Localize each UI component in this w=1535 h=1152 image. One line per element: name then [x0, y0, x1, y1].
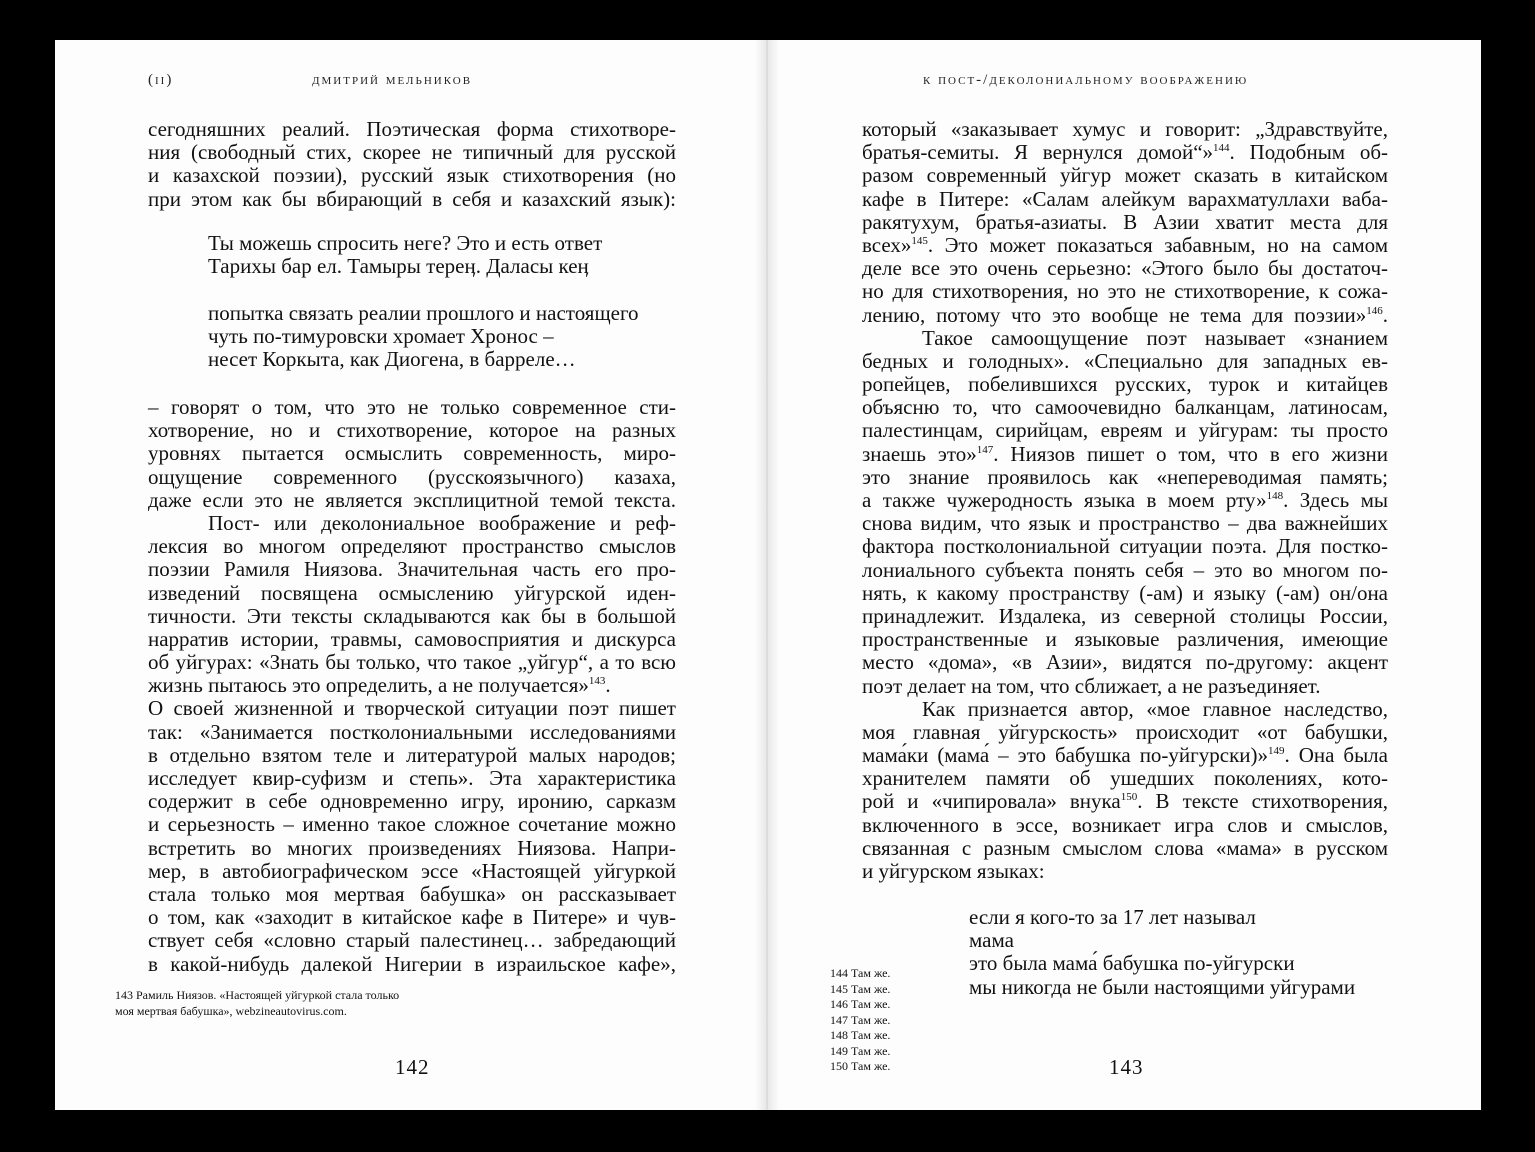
text-line: при этом как бы вбирающий в себя и казахский язык):: [148, 186, 676, 211]
text-line: жизнь пытаюсь это определить, а не получается»$^{143}$.: [148, 673, 611, 698]
page-number: 143: [1109, 1055, 1144, 1079]
text-line: содержит в себе одновременно игру, иронию, сарказм: [148, 789, 676, 814]
text-line: объясню то, что самоочевидно балканцам, латиносам,: [862, 395, 1388, 420]
verse-line: это была мама́ бабушка по-уйгурски: [969, 951, 1295, 976]
running-head-title: к пост-/деколониальному воображению: [923, 72, 1249, 88]
text-line: бедных и голодных». «Специально для западных ев-: [862, 348, 1388, 373]
footnote-ref[interactable]: 150: [1120, 791, 1138, 804]
footnote-line: 143 Рамиль Ниязов. «Настоящей уйгуркой стала только: [115, 988, 400, 1002]
text-line: хранителем памяти об ушедших поколениях, кото-: [862, 766, 1388, 791]
verse-line: Ты можешь спросить неге? Это и есть ответ: [208, 231, 603, 255]
text-line: а также чужеродность языка в моем рту»$^{148}$. Здесь мы: [862, 488, 1389, 512]
text-line: снова видим, что язык и пространство – два важнейших: [862, 511, 1388, 536]
left-paragraph-1: [148, 118, 676, 211]
right-paragraph-1: [862, 118, 1388, 883]
verse-line: попытка связать реалии прошлого и настоящего: [208, 301, 639, 325]
text-line: палестинцам, сирийцам, евреям и уйгурам: ты просто: [862, 418, 1388, 443]
footnote-line: 146 Там же.: [830, 997, 891, 1011]
footnote-ref[interactable]: 148: [1266, 490, 1284, 502]
text-line: поэзии Рамиля Ниязова. Значительная часть его про-: [148, 557, 676, 582]
verse-line: если я кого-то за 17 лет называл: [969, 905, 1256, 929]
text-line: разом современный уйгур может сказать в китайском: [862, 163, 1388, 188]
footnote-line: 148 Там же.: [830, 1028, 891, 1042]
text-line: – говорят о том, что это не только современное сти-: [148, 395, 676, 419]
text-line: включенного в эссе, возникает игра слов и смыслов,: [862, 812, 1388, 837]
text-line: братья-семиты. Я вернулся домой“»$^{144}$. Подобным об-: [862, 140, 1388, 165]
text-line: ния (свободный стих, скорее не типичный для русской: [148, 140, 676, 165]
footnote-ref[interactable]: 149: [1268, 745, 1285, 758]
text-line: Как признается автор, «мое главное наследство,: [922, 696, 1388, 721]
verse-stanza-3: [969, 906, 1355, 999]
text-line: место «дома», «в Азии», видятся по-другому: акцент: [862, 650, 1388, 675]
footnote-line: 149 Там же.: [830, 1043, 891, 1058]
book-spread: [55, 40, 1481, 1110]
footnotes-list: [830, 966, 890, 1075]
text-line: тичности. Эти тексты складываются как бы в большой: [148, 603, 676, 628]
text-line: стала только моя мертвая бабушка» он рассказывает: [148, 881, 676, 906]
text-line: и уйгурском языках:: [862, 859, 1045, 883]
footnote-line: 147 Там же.: [830, 1012, 891, 1027]
footnote-ref[interactable]: 147: [976, 443, 994, 456]
verse-line: мы никогда не были настоящими уйгурами: [969, 974, 1356, 999]
footnote-line: 150 Там же.: [830, 1059, 891, 1073]
text-line: и серьезность – именно такое сложное сочетание можно: [148, 812, 676, 837]
text-line: уровнях пытается осмыслить современность, миро-: [148, 441, 676, 466]
text-line: фактора постколониальной ситуации поэта. Для постко-: [862, 534, 1388, 559]
left-page: [55, 40, 767, 1110]
footnote-ref[interactable]: 143: [588, 675, 606, 688]
footnote-line: 144 Там же.: [830, 966, 891, 980]
verse-stanza-2: [208, 302, 639, 372]
text-line: поэт делает на том, что сближает, а не разъединяет.: [862, 673, 1321, 698]
text-line: нарратив истории, травмы, самовосприятия и дискурса: [148, 626, 676, 651]
footnote-143: [115, 988, 399, 1019]
text-line: деле все это очень серьезно: «Этого было бы достаточ-: [862, 256, 1388, 281]
text-line: лению, потому что это вообще не тема для поэзии»$^{146}$.: [862, 302, 1388, 327]
text-line: ствует себя «словно старый палестинец… забредающий: [148, 928, 676, 953]
text-line: принадлежит. Издалека, из северной столицы России,: [862, 603, 1388, 628]
text-line: лониального субъекта понять себя – это во многом по-: [862, 557, 1388, 582]
footnote-ref[interactable]: 145: [911, 234, 928, 247]
chapter-number: (ii): [148, 72, 174, 88]
verse-line: чуть по-тимуровски хромает Хронос –: [208, 324, 554, 349]
text-line: всех»$^{145}$. Это может показаться забавным, но на самом: [862, 232, 1388, 257]
text-line: нять, к какому пространству (-ам) и языку (-ам) он/она: [862, 580, 1388, 605]
text-line: связанная с разным смыслом слова «мама» в русском: [862, 835, 1388, 860]
text-line: О своей жизненной и творческой ситуации поэт пишет: [148, 696, 676, 721]
page-number: 142: [395, 1055, 430, 1079]
text-line: мама́ки (мама́ – это бабушка по-уйгурски)»$^{149}$. Она была: [862, 743, 1388, 768]
text-line: в отдельно взятом теле и литературой малых народов;: [148, 742, 676, 767]
text-line: рой и «чипировала» внука$^{150}$. В тексте стихотворения,: [862, 789, 1388, 814]
verse-stanza-1: [208, 232, 602, 278]
text-line: в какой-нибудь далекой Нигерии в израильское кафе»,: [148, 951, 676, 976]
text-line: ощущение современного (русскоязычного) казаха,: [148, 464, 676, 489]
text-line: ракятухум, братья-азиаты. В Азии хватит места для: [862, 209, 1388, 234]
text-line: о том, как «заходит в китайское кафе в Питере» и чув-: [148, 905, 676, 930]
left-paragraph-2: [148, 396, 676, 976]
text-line: исследует квир-суфизм и степь». Эта характеристика: [148, 766, 676, 790]
text-line: знаешь это»$^{147}$. Ниязов пишет о том, что в его жизни: [862, 441, 1388, 466]
text-line: лексия во многом определяют пространство смыслов: [148, 534, 676, 559]
footnote-ref[interactable]: 146: [1366, 304, 1383, 317]
right-page: [767, 40, 1481, 1110]
footnote-line: моя мертвая бабушка», webzineautovirus.com.: [115, 1003, 347, 1018]
text-line: ропейцев, побелившихся русских, турок и китайцев: [862, 372, 1388, 397]
verse-line: Тарихы бар ел. Тамыры тереӊ. Даласы кеӊ: [208, 254, 589, 279]
text-line: мер, в автобиографическом эссе «Настоящей уйгуркой: [148, 858, 676, 883]
text-line: так: «Занимается постколониальными исследованиями: [148, 719, 676, 744]
text-line: хотворение, но и стихотворение, которое на разных: [148, 418, 676, 443]
text-line: кафе в Питере: «Салам алейкум варахматуллахи ваба-: [862, 186, 1388, 211]
text-line: и казахской поэзии), русский язык стихотворения (но: [148, 163, 676, 188]
text-line: Такое самоощущение поэт называет «знанием: [922, 325, 1388, 350]
verse-line: мама: [969, 928, 1014, 953]
verse-line: несет Коркыта, как Диогена, в барреле…: [208, 347, 576, 372]
text-line: даже если это не является эксплицитной темой текста.: [148, 487, 676, 512]
text-line: сегодняшних реалий. Поэтическая форма стихотворе-: [148, 117, 676, 141]
text-line: но для стихотворения, но это не стихотворение, к сожа-: [862, 279, 1388, 304]
text-line: который «заказывает хумус и говорит: „Здравствуйте,: [862, 117, 1388, 141]
text-line: моя главная уйгурскость» происходит «от бабушки,: [862, 719, 1388, 744]
footnote-line: 145 Там же.: [830, 981, 891, 996]
running-head-author: дмитрий мельников: [312, 72, 473, 88]
footnote-ref[interactable]: 144: [1213, 142, 1230, 155]
text-line: встретить во многих произведениях Ниязова. Напри-: [148, 835, 676, 860]
text-line: Пост- или деколониальное воображение и реф-: [208, 510, 676, 535]
text-line: это знание проявилось как «непереводимая память;: [862, 464, 1388, 489]
text-line: пространственные и языковые различения, имеющие: [862, 627, 1388, 652]
text-line: об уйгурах: «Знать бы только, что такое „уйгур“, а то всю: [148, 650, 676, 675]
text-line: изведений посвящена осмыслению уйгурской иден-: [148, 580, 676, 605]
